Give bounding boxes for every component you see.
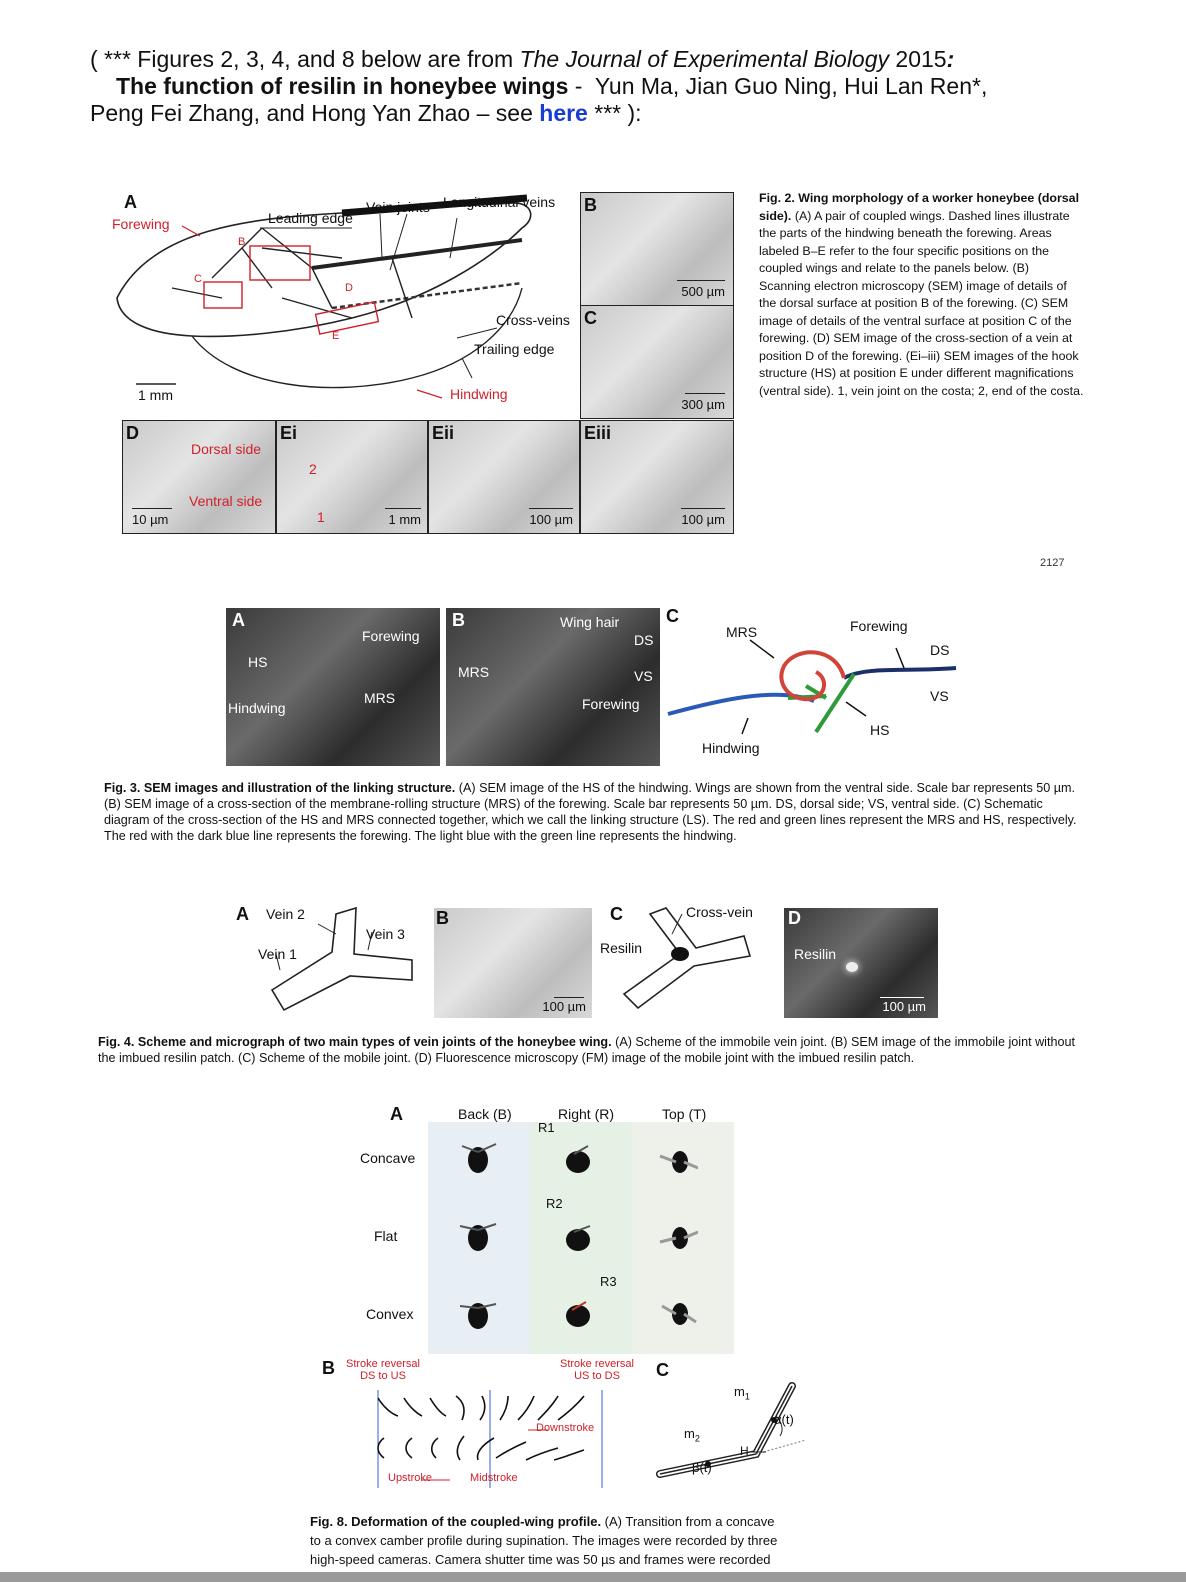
fig4-caption: Fig. 4. Scheme and micrograph of two main types of vein joints of the honeybee wing. (A) Scheme of the immobile vein joint. (B) SEM image of the immobile joint without the imbued resilin patch. (C) Scheme of the mobile joint. (D) Fluorescence microscopy (FM) image of the mobile joint with the imbued resilin patch. [98, 1035, 1075, 1065]
fig2-panel-c: C 300 µm [580, 305, 734, 419]
bee-image-grid: R1 R2 R3 [428, 1122, 734, 1354]
label-vein-joints: Vein joints [366, 199, 430, 215]
fig3-panel-c: C MRS Forewing DS VS HS Hindwing [666, 606, 966, 766]
here-link[interactable]: here [539, 100, 588, 126]
resilin-patch [846, 962, 858, 972]
fig3-caption: Fig. 3. SEM images and illustration of the linking structure. (A) SEM image of the HS of the hindwing. Wings are shown from the ventral side. Scale bar represents 50 µm. (B) SEM image of a cross-section of the membrane-rolling structure (MRS) of the forewing. Scale bar represents 50 µm. DS, dorsal side; VS, ventral side. (C) Schematic diagram of the cross-section of the HS and MRS connected together, which we call the linking structure (LS). The red and green lines represent the MRS and HS, respectively. The red with the dark blue line represents the forewing. The light blue with the green line represents the hindwing. [104, 781, 1077, 843]
bee-right-concave [558, 1144, 598, 1181]
bee-back-concave [458, 1142, 498, 1179]
fig2-panel-ei: Ei 2 1 1 mm [276, 420, 428, 534]
bee-top-flat [658, 1222, 698, 1259]
row-flat: Flat [374, 1228, 398, 1244]
label-ventral-side: Ventral side [189, 493, 263, 509]
page-number: 2127 [1040, 557, 1065, 566]
label-trailing-edge: Trailing edge [474, 341, 555, 357]
fig3-panel-a: A Forewing HS MRS Hindwing [226, 608, 440, 766]
fig8-panel-b: B Stroke reversal DS to US Stroke reversal US to DS Downstroke Upstroke Midstroke [322, 1368, 642, 1498]
header-line-3: Peng Fei Zhang, and Hong Yan Zhao – see here *** ): [90, 100, 642, 126]
col-top: Top (T) [662, 1106, 707, 1122]
row-concave: Concave [360, 1150, 416, 1166]
label-dorsal-side: Dorsal side [191, 441, 262, 457]
header-block [90, 46, 1150, 127]
mobile-joint-scheme [604, 904, 774, 1020]
label-leading-edge: Leading edge [268, 210, 353, 226]
row-convex: Convex [366, 1306, 414, 1322]
fig2-panel-eiii: Eiii 100 µm [580, 420, 734, 534]
bee-right-flat [558, 1222, 598, 1259]
fig2-label-a: A [124, 192, 137, 212]
marker-b: B [238, 236, 246, 248]
fig4-panel-a: A Vein 2 Vein 3 Vein 1 [232, 902, 422, 1020]
bee-top-convex [658, 1298, 698, 1335]
marker-c: C [194, 273, 202, 285]
marker-e: E [332, 330, 340, 342]
fig2-panel-eii: Eii 100 µm [428, 420, 580, 534]
paper-title: The function of resilin in honeybee wings [116, 73, 569, 99]
fig8-panel-c: C $m_1$ $m_2$ α(t) H β(t) [656, 1364, 816, 1504]
fig2-panel-d: D Dorsal side Ventral side 10 µm [122, 420, 276, 534]
bee-back-convex [458, 1298, 498, 1335]
marker-d: D [345, 282, 353, 294]
bottom-scroll-bar [0, 1572, 1186, 1582]
label-forewing: Forewing [112, 216, 170, 232]
header-line-1: ( *** Figures 2, 3, 4, and 8 below are from The Journal of Experimental Biology 2015: [90, 46, 955, 72]
bee-top-concave [658, 1146, 698, 1183]
bee-back-flat [458, 1220, 498, 1257]
bee-right-convex [558, 1298, 598, 1335]
fig4-panel-d: D Resilin 100 µm [784, 908, 938, 1018]
header-line-2: The function of resilin in honeybee wings - Yun Ma, Jian Guo Ning, Hui Lan Ren*, [116, 73, 988, 99]
fig2-panel-b: B 500 µm [580, 192, 734, 306]
fig4-panel-b: B 100 µm [434, 908, 592, 1018]
fig8-label-a: A [390, 1104, 403, 1124]
fig2-panel-a [112, 188, 578, 418]
fig2-caption: Fig. 2. Wing morphology of a worker honeybee (dorsal side). (A) A pair of coupled wings. Dashed lines illustrate the parts of the hindwing beneath the forewing. Areas labeled B–E refer to the four specific positions on the coupled wings and relate to the panels below. (B) Scanning electron microscopy (SEM) image of details of the dorsal surface at position B of the forewing. (C) SEM image of details of the ventral surface at position C of the forewing. (D) SEM image of the cross-section of a vein at position D of the forewing. (Ei–iii) SEM images of the hook structure (HS) at position E under different magnifications (ventral side). 1, vein joint on the costa; 2, end of the costa. [759, 191, 1084, 398]
fig3-panel-b: B Wing hair DS MRS VS Forewing [446, 608, 660, 766]
col-back: Back (B) [458, 1106, 512, 1122]
scale-1mm: 1 mm [138, 387, 173, 403]
fig8-caption: Fig. 8. Deformation of the coupled-wing profile. (A) Transition from a concave to a convex camber profile during supination. The images were recorded by three high-speed cameras. Camera shutter time was 50 µs and frames were recorded [310, 1514, 778, 1567]
col-right: Right (R) [558, 1106, 615, 1122]
label-longitudinal-veins: Longitudinal veins [443, 194, 556, 210]
label-hindwing: Hindwing [450, 386, 508, 402]
label-cross-veins: Cross-veins [496, 312, 570, 328]
fig4-panel-c: C Cross-vein Resilin [604, 904, 774, 1020]
